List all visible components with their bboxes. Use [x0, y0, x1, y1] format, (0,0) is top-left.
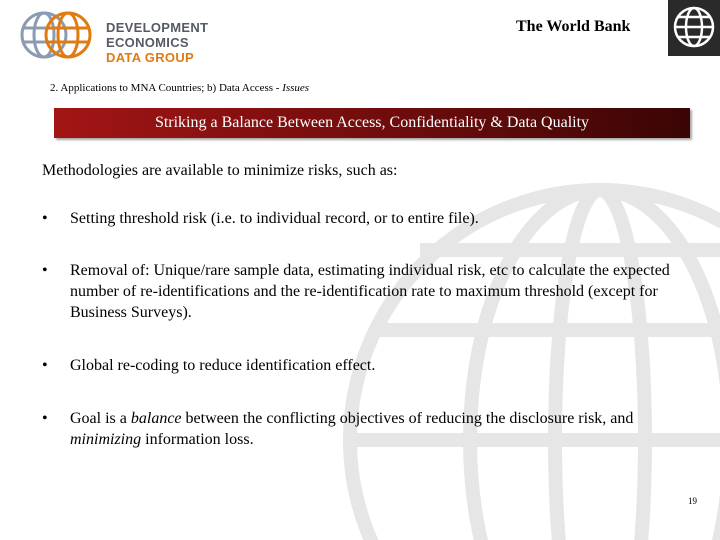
intro-text: Methodologies are available to minimize risks, such as:: [42, 162, 398, 179]
world-bank-globe-icon: [668, 0, 720, 56]
bullet-list: [42, 208, 692, 450]
bullet-text-part: information loss.: [141, 431, 254, 448]
slide-title: Striking a Balance Between Access, Confidentiality & Data Quality: [154, 114, 590, 131]
logo-line1: DEVELOPMENT ECONOMICS: [106, 20, 209, 50]
bullet-icon: •: [42, 210, 48, 227]
page-number: 19: [688, 496, 697, 506]
breadcrumb-text: 2. Applications to MNA Countries; b) Data Access -: [50, 82, 283, 94]
bullet-text-part: between the conflicting objectives of reducing the disclosure risk, and: [181, 410, 634, 427]
bullet-icon: •: [42, 410, 48, 427]
breadcrumb: [50, 82, 309, 94]
list-item: [42, 355, 692, 376]
bullet-icon: •: [42, 262, 48, 279]
world-bank-logo: [668, 0, 720, 56]
title-bar: [54, 108, 690, 138]
list-item: [42, 408, 692, 450]
bullet-text: [70, 410, 633, 448]
deg-logo: [14, 6, 254, 64]
list-item: [42, 208, 692, 229]
bullet-text-part: Goal is a: [70, 410, 131, 427]
bullet-text: Removal of: Unique/rare sample data, estimating individual risk, etc to calculate the expected number of re-identifications and the re-identification rate to maximum threshold (except for Business Surveys).: [70, 262, 670, 321]
emphasis-minimizing: minimizing: [70, 431, 142, 448]
bullet-text: Global re-coding to reduce identification effect.: [70, 357, 376, 374]
breadcrumb-italic: Issues: [282, 82, 310, 94]
bullet-text: Setting threshold risk (i.e. to individual record, or to entire file).: [70, 210, 479, 227]
deg-globe-logo-icon: [14, 6, 104, 64]
logo-text: [106, 20, 254, 65]
emphasis-balance: balance: [130, 410, 182, 427]
organization-name: The World Bank: [516, 18, 631, 35]
bullet-icon: •: [42, 357, 48, 374]
logo-line2: DATA GROUP: [106, 50, 194, 65]
list-item: [42, 260, 692, 323]
